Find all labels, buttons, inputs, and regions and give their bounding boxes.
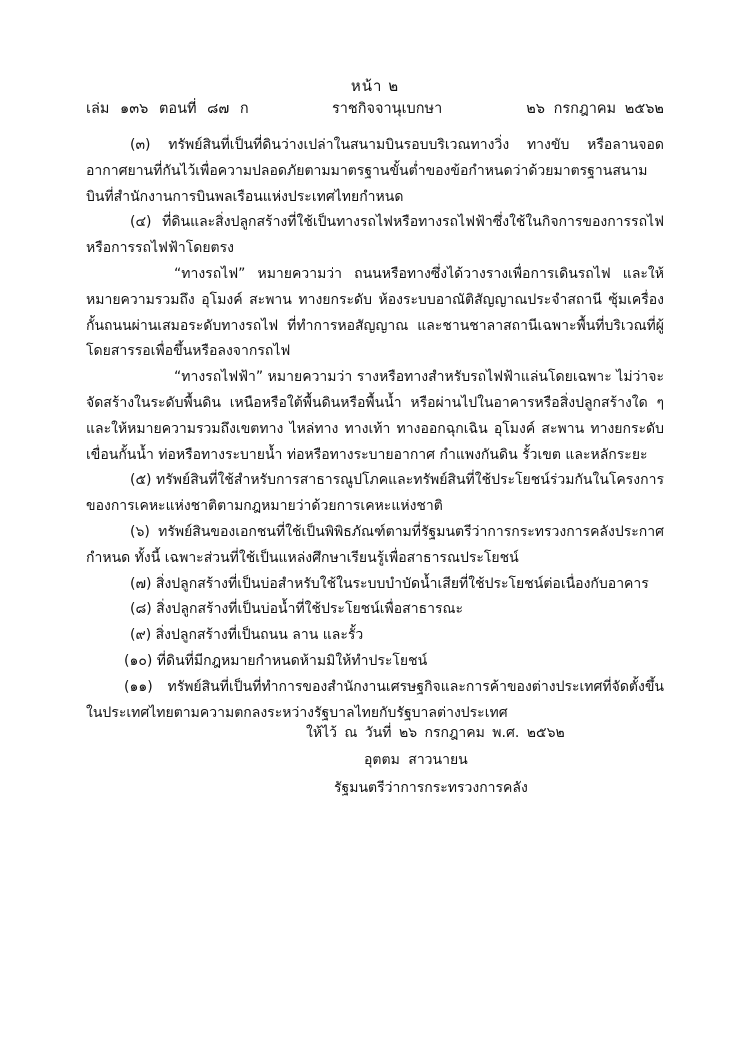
given-date: ให้ไว้ ณ วันที่ ๒๖ กรกฎาคม พ.ศ. ๒๕๖๒ — [306, 725, 565, 741]
signatory-title: รัฐมนตรีว่าการกระทรวงการคลัง — [334, 780, 528, 796]
item-11: (๑๑) ทรัพย์สินที่เป็นที่ทำการของสำนักงานเศรษฐกิจและการค้าของต่างประเทศที่จัดตั้งขึ้นในประเทศไทยตามความตกลงระหว่างรัฐบาลไทยกับรัฐบาลต่างประเทศ — [86, 678, 664, 721]
item-6: (๖) ทรัพย์สินของเอกชนที่ใช้เป็นพิพิธภัณฑ์ตามที่รัฐมนตรีว่าการกระทรวงการคลังประกาศกำหนด ทั้งนี้ เฉพาะส่วนที่ใช้เป็นแหล่งศึกษาเรียนรู้เพื่อสาธารณประโยชน์ — [86, 523, 664, 566]
item-3: (๓) ทรัพย์สินที่เป็นที่ดินว่างเปล่าในสนามบินรอบบริเวณทางวิ่ง ทางขับ หรือลานจอดอากาศยานที่กันไว้เพื่อความปลอดภัยตามมาตรฐานขั้นต่ำของข้อกำหนดว่าด้วยมาตรฐานสนามบินที่สำนักงานการบินพลเรือนแห่งประเทศไทยกำหนด — [86, 137, 664, 205]
item-9: (๙) สิ่งปลูกสร้างที่เป็นถนน ลาน และรั้ว — [130, 627, 364, 644]
page-number: หน้า ๒ — [350, 77, 400, 95]
signatory-name: อุตตม สาวนายน — [364, 752, 468, 768]
definition-electric-railway: “ทางรถไฟฟ้า” หมายความว่า รางหรือทางสำหรับรถไฟฟ้าแล่นโดยเฉพาะ ไม่ว่าจะจัดสร้างในระดับพื้นดิน เหนือหรือใต้พื้นดินหรือพื้นน้ำ หรือผ่านไปในอาคารหรือสิ่งปลูกสร้างใด ๆ และให้หมายความรวมถึงเขตทาง ไหล่ทาง ทางเท้า ทางออกฉุกเฉิน อุโมงค์ สะพาน ทางยกระดับเขื่อนกั้นน้ำ ท่อหรือทางระบายน้ำ ท่อหรือทางระบายอากาศ กำแพงกันดิน รั้วเขต และหลักระยะ — [86, 369, 664, 463]
item-8: (๘) สิ่งปลูกสร้างที่เป็นบ่อน้ำที่ใช้ประโยชน์เพื่อสาธารณะ — [130, 601, 464, 618]
item-4: (๔) ที่ดินและสิ่งปลูกสร้างที่ใช้เป็นทางรถไฟหรือทางรถไฟฟ้าซึ่งใช้ในกิจการของการรถไฟหรือการรถไฟฟ้าโดยตรง — [86, 214, 664, 257]
document-body — [86, 133, 664, 726]
item-5: (๕) ทรัพย์สินที่ใช้สำหรับการสาธารณูปโภคและทรัพย์สินที่ใช้ประโยชน์ร่วมกันในโครงการของการเคหะแห่งชาติตามกฎหมายว่าด้วยการเคหะแห่งชาติ — [86, 472, 664, 515]
definition-railway: “ทางรถไฟ” หมายความว่า ถนนหรือทางซึ่งได้วางรางเพื่อการเดินรถไฟ และให้หมายความรวมถึง อุโมงค์ สะพาน ทางยกระดับ ห้องระบบอาณัติสัญญาณประจำสถานี ซุ้มเครื่องกั้นถนนผ่านเสมอระดับทางรถไฟ ที่ทำการหอสัญญาณ และชานชาลาสถานีเฉพาะพื้นที่บริเวณที่ผู้โดยสารรอเพื่อขึ้นหรือลงจากรถไฟ — [86, 265, 664, 360]
publication-date: ๒๖ กรกฎาคม ๒๕๖๒ — [526, 101, 664, 117]
item-7: (๗) สิ่งปลูกสร้างที่เป็นบ่อสำหรับใช้ในระบบบำบัดน้ำเสียที่ใช้ประโยชน์ต่อเนื่องกับอาคาร — [130, 575, 649, 592]
gazette-header — [86, 97, 664, 117]
publication-name: ราชกิจจานุเบกษา — [332, 101, 443, 117]
item-10: (๑๐) ที่ดินที่มีกฎหมายกำหนดห้ามมิให้ทำประโยชน์ — [124, 652, 428, 669]
volume-issue: เล่ม ๑๓๖ ตอนที่ ๘๗ ก — [86, 101, 249, 117]
